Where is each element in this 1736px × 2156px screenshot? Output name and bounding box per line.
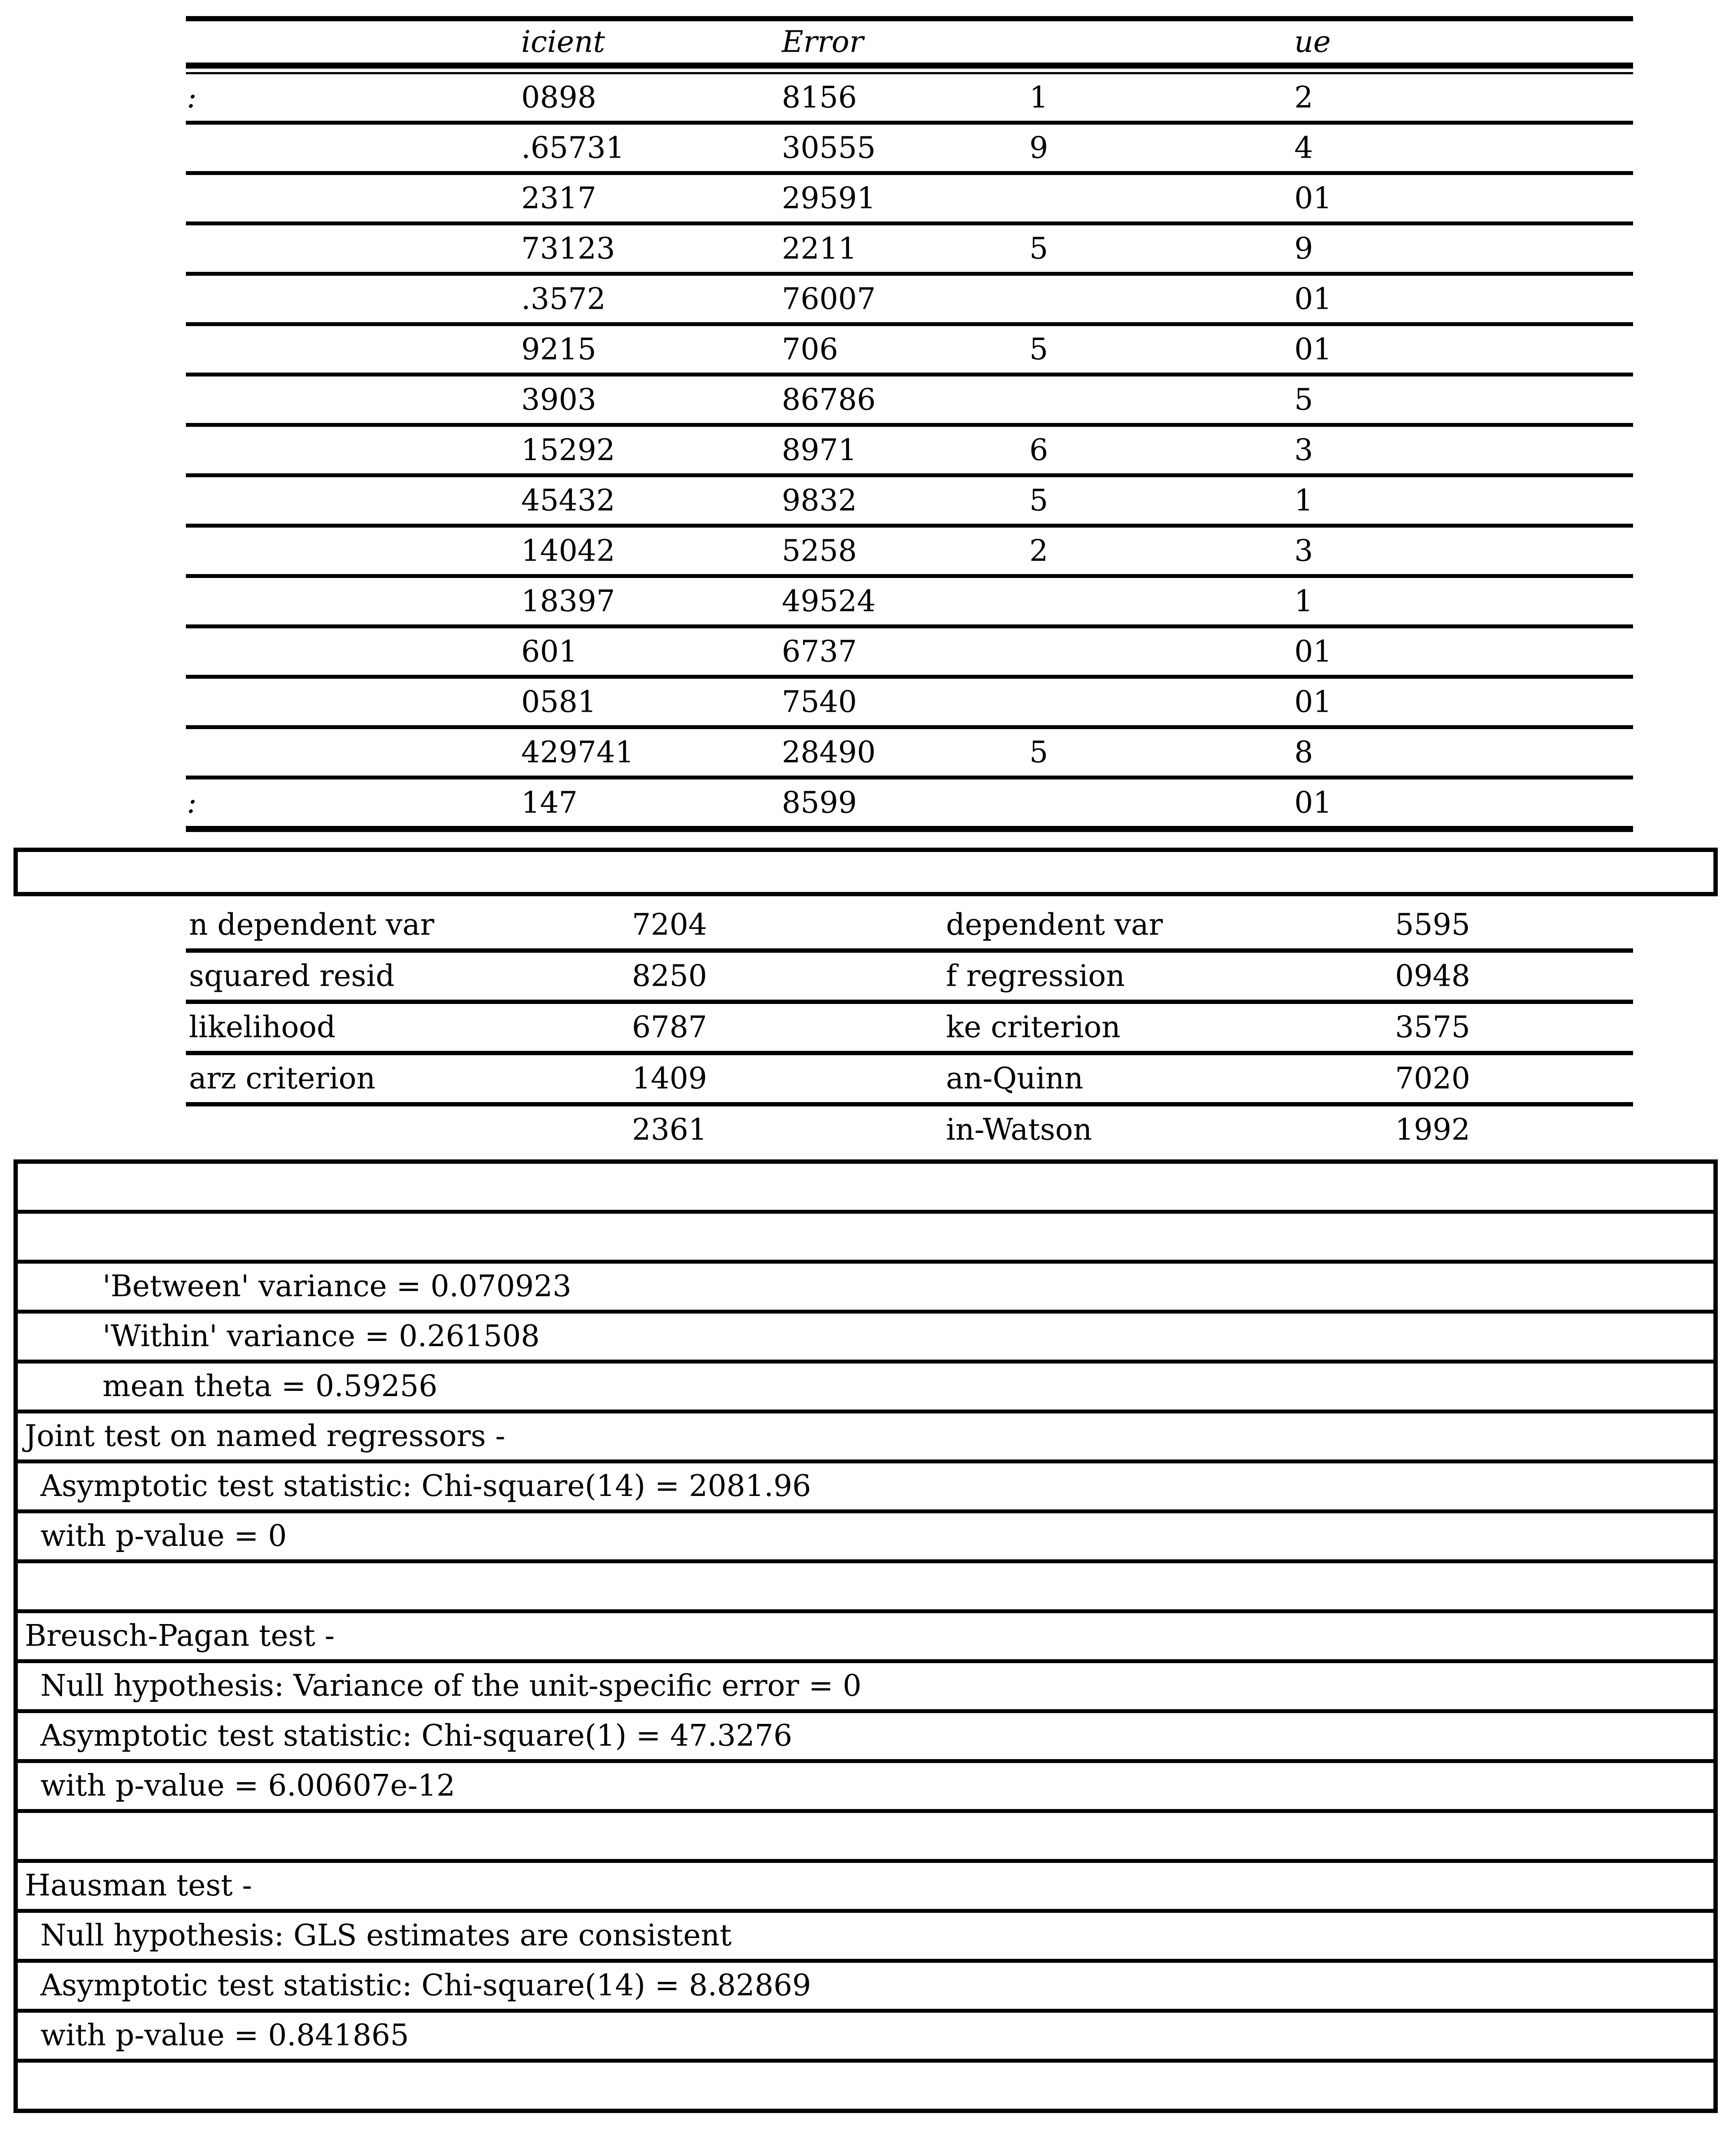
cell-p-value: 9 <box>1294 231 1313 266</box>
test-row <box>18 1164 1713 1214</box>
cell-std-error: 8599 <box>782 786 857 820</box>
summary-statistics-table <box>186 901 1633 1153</box>
cell-t-ratio: 5 <box>1029 735 1048 769</box>
cell-std-error: 8156 <box>782 80 857 115</box>
cell-std-error: 2211 <box>782 231 857 266</box>
test-row-hausman: Hausman test - <box>18 1863 1713 1913</box>
stat-value: 3575 <box>1395 1010 1470 1045</box>
cell-p-value: 01 <box>1294 685 1332 719</box>
cell-t-ratio: 5 <box>1029 231 1048 266</box>
cell-p-value: 1 <box>1294 584 1313 618</box>
cell-p-value: 01 <box>1294 181 1332 215</box>
stat-value: 6787 <box>632 1010 707 1045</box>
header-coefficient: icient <box>521 25 605 59</box>
cell-t-ratio: 1 <box>1029 80 1048 115</box>
stat-label: f regression <box>946 959 1125 994</box>
test-row-joint-test: Joint test on named regressors - <box>18 1413 1713 1463</box>
empty-divider-box <box>13 848 1718 896</box>
summary-row <box>186 1106 1633 1153</box>
table-row <box>186 74 1633 125</box>
cell-t-ratio: 9 <box>1029 131 1048 165</box>
table-row <box>186 779 1633 832</box>
summary-row <box>186 1004 1633 1055</box>
cell-coefficient: 15292 <box>521 433 615 467</box>
table-row <box>186 679 1633 729</box>
cell-coefficient: 601 <box>521 634 578 669</box>
cell-std-error: 30555 <box>782 131 876 165</box>
coefficient-table-header <box>186 21 1633 63</box>
header-rule-gap <box>186 69 1633 72</box>
test-row-breusch-pagan: Breusch-Pagan test - <box>18 1613 1713 1663</box>
cell-std-error: 28490 <box>782 735 876 769</box>
cell-coefficient: 14042 <box>521 534 615 568</box>
stat-label: dependent var <box>946 908 1163 942</box>
stat-value: 1992 <box>1395 1113 1470 1147</box>
table-row <box>186 125 1633 175</box>
cell-std-error: 76007 <box>782 282 876 316</box>
stat-label: in-Watson <box>946 1113 1092 1147</box>
cell-coefficient: .65731 <box>521 131 625 165</box>
test-row-hausman-statistic: Asymptotic test statistic: Chi-square(14) = 8.82869 <box>18 1963 1713 2013</box>
cell-coefficient: 0581 <box>521 685 597 719</box>
test-row-joint-statistic: Asymptotic test statistic: Chi-square(14) = 2081.96 <box>18 1463 1713 1513</box>
cell-p-value: 01 <box>1294 634 1332 669</box>
header-p-value: ue <box>1294 25 1331 59</box>
test-row <box>18 2063 1713 2109</box>
cell-t-ratio: 6 <box>1029 433 1048 467</box>
cell-coefficient: 429741 <box>521 735 634 769</box>
stat-label: arz criterion <box>189 1061 376 1096</box>
table-row <box>186 175 1633 225</box>
table-row <box>186 225 1633 276</box>
table-row <box>186 326 1633 376</box>
test-row-bp-statistic: Asymptotic test statistic: Chi-square(1) = 47.3276 <box>18 1713 1713 1763</box>
cell-std-error: 5258 <box>782 534 857 568</box>
cell-coefficient: 2317 <box>521 181 597 215</box>
cell-std-error: 49524 <box>782 584 876 618</box>
cell-p-value: 01 <box>1294 282 1332 316</box>
cell-std-error: 8971 <box>782 433 857 467</box>
stat-label: squared resid <box>189 959 395 994</box>
test-row-hausman-null-hypothesis: Null hypothesis: GLS estimates are consistent <box>18 1913 1713 1963</box>
stat-label: likelihood <box>189 1010 336 1045</box>
cell-p-value: 5 <box>1294 383 1313 417</box>
test-row <box>18 1563 1713 1613</box>
cell-coefficient: 0898 <box>521 80 597 115</box>
cell-p-value: 3 <box>1294 534 1313 568</box>
table-row <box>186 628 1633 679</box>
coefficient-table <box>186 16 1633 832</box>
stat-label: n dependent var <box>189 908 434 942</box>
cell-p-value: 8 <box>1294 735 1313 769</box>
stat-value: 7204 <box>632 908 707 942</box>
stat-value: 0948 <box>1395 959 1470 994</box>
stat-value: 5595 <box>1395 908 1470 942</box>
table-row <box>186 729 1633 779</box>
stat-label: an-Quinn <box>946 1061 1084 1096</box>
diagnostics-panel <box>13 1159 1718 2113</box>
cell-p-value: 01 <box>1294 332 1332 366</box>
test-row-bp-p-value: with p-value = 6.00607e-12 <box>18 1763 1713 1813</box>
cell-coefficient: 73123 <box>521 231 615 266</box>
table-row <box>186 477 1633 528</box>
cell-variable: : <box>187 80 197 115</box>
table-row <box>186 427 1633 477</box>
test-row-mean-theta: mean theta = 0.59256 <box>18 1364 1713 1413</box>
cell-p-value: 4 <box>1294 131 1313 165</box>
cell-std-error: 9832 <box>782 483 857 518</box>
cell-t-ratio: 5 <box>1029 483 1048 518</box>
cell-p-value: 1 <box>1294 483 1313 518</box>
stat-value: 1409 <box>632 1061 707 1096</box>
header-std-error: Error <box>782 25 864 59</box>
summary-row <box>186 953 1633 1004</box>
cell-std-error: 6737 <box>782 634 857 669</box>
test-row-bp-null-hypothesis: Null hypothesis: Variance of the unit-specific error = 0 <box>18 1663 1713 1713</box>
cell-coefficient: 18397 <box>521 584 615 618</box>
table-top-rule <box>186 16 1633 21</box>
test-row-within-variance: 'Within' variance = 0.261508 <box>18 1314 1713 1364</box>
cell-std-error: 29591 <box>782 181 876 215</box>
cell-coefficient: 3903 <box>521 383 597 417</box>
table-row <box>186 578 1633 628</box>
test-row-hausman-p-value: with p-value = 0.841865 <box>18 2013 1713 2063</box>
stat-value: 2361 <box>632 1113 707 1147</box>
table-row <box>186 276 1633 326</box>
test-row <box>18 1813 1713 1863</box>
table-row <box>186 528 1633 578</box>
cell-p-value: 01 <box>1294 786 1332 820</box>
test-row-between-variance: 'Between' variance = 0.070923 <box>18 1264 1713 1314</box>
stat-label: ke criterion <box>946 1010 1121 1045</box>
test-row <box>18 1214 1713 1264</box>
test-row-joint-p-value: with p-value = 0 <box>18 1513 1713 1563</box>
cell-coefficient: 147 <box>521 786 578 820</box>
stat-value: 8250 <box>632 959 707 994</box>
header-rule-thick <box>186 63 1633 69</box>
cell-t-ratio: 2 <box>1029 534 1048 568</box>
cell-t-ratio: 5 <box>1029 332 1048 366</box>
summary-row <box>186 1055 1633 1106</box>
cell-coefficient: 9215 <box>521 332 597 366</box>
cell-std-error: 7540 <box>782 685 857 719</box>
cell-std-error: 706 <box>782 332 838 366</box>
stat-value: 7020 <box>1395 1061 1470 1096</box>
cell-coefficient: 45432 <box>521 483 615 518</box>
table-row <box>186 376 1633 427</box>
summary-row <box>186 901 1633 953</box>
cell-p-value: 2 <box>1294 80 1313 115</box>
cell-coefficient: .3572 <box>521 282 606 316</box>
cell-p-value: 3 <box>1294 433 1313 467</box>
cell-std-error: 86786 <box>782 383 876 417</box>
cell-variable: : <box>187 786 197 820</box>
